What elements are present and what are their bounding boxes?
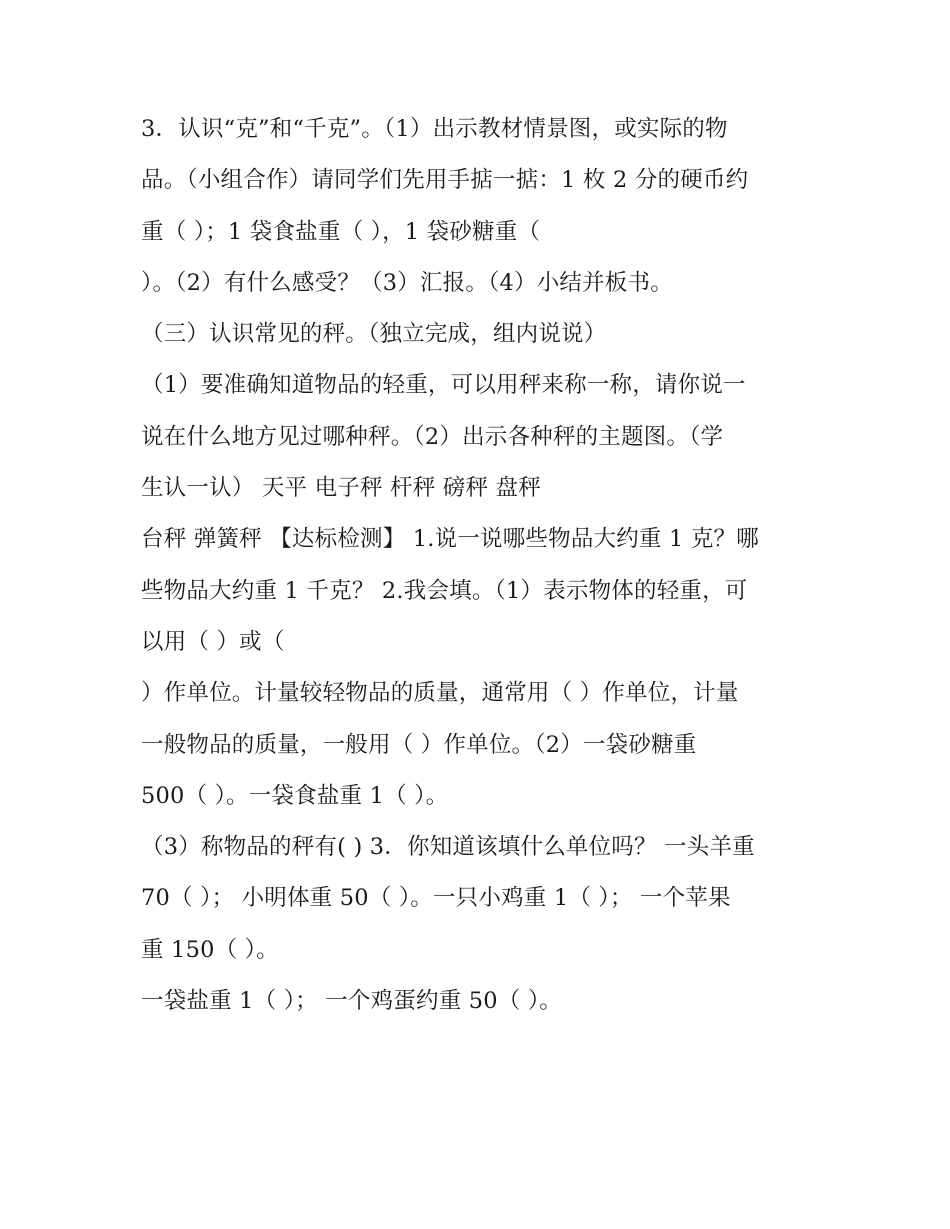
text-line: ）作单位。计量较轻物品的质量，通常用（ ）作单位，计量 bbox=[141, 680, 739, 707]
text-line: 说在什么地方见过哪种秤。（2）出示各种秤的主题图。（学 bbox=[141, 423, 724, 450]
text-line: 重（ ）；1 袋食盐重（ ），1 袋砂糖重（ bbox=[141, 218, 541, 245]
text-line: 些物品大约重 1 千克？ 2.我会填。（1）表示物体的轻重，可 bbox=[141, 577, 748, 604]
text-line: ）。（2）有什么感受？（3）汇报。（4）小结并板书。 bbox=[141, 269, 673, 296]
text-line: 重 150（ ）。 bbox=[141, 936, 279, 963]
text-line: 品。（小组合作）请同学们先用手掂一掂：1 枚 2 分的硬币约 bbox=[141, 167, 749, 194]
text-line: （1）要准确知道物品的轻重，可以用秤来称一称，请你说一 bbox=[141, 372, 746, 399]
text-line: 台秤 弹簧秤 【达标检测】 1.说一说哪些物品大约重 1 克？哪 bbox=[141, 526, 759, 553]
text-line: 500（ ）。一袋食盐重 1（ ）。 bbox=[141, 782, 449, 809]
text-line: 一般物品的质量，一般用（ ）作单位。（2）一袋砂糖重 bbox=[141, 731, 697, 758]
text-line: （3）称物品的秤有( ) 3．你知道该填什么单位吗？ 一头羊重 bbox=[141, 834, 755, 861]
text-line: 3．认识“克”和“千克”。（1）出示教材情景图，或实际的物 bbox=[141, 116, 728, 142]
text-line: 一袋盐重 1（ ）； 一个鸡蛋约重 50（ ）。 bbox=[141, 988, 563, 1015]
text-line: （三）认识常见的秤。（独立完成，组内说说） bbox=[141, 321, 607, 348]
text-line: 生认一认） 天平 电子秤 杆秤 磅秤 盘秤 bbox=[141, 475, 541, 502]
text-line: 70（ ）； 小明体重 50（ ）。一只小鸡重 1（ ）； 一个苹果 bbox=[141, 885, 731, 912]
text-line: 以用（ ）或（ bbox=[141, 628, 285, 655]
document-body bbox=[141, 104, 821, 1027]
